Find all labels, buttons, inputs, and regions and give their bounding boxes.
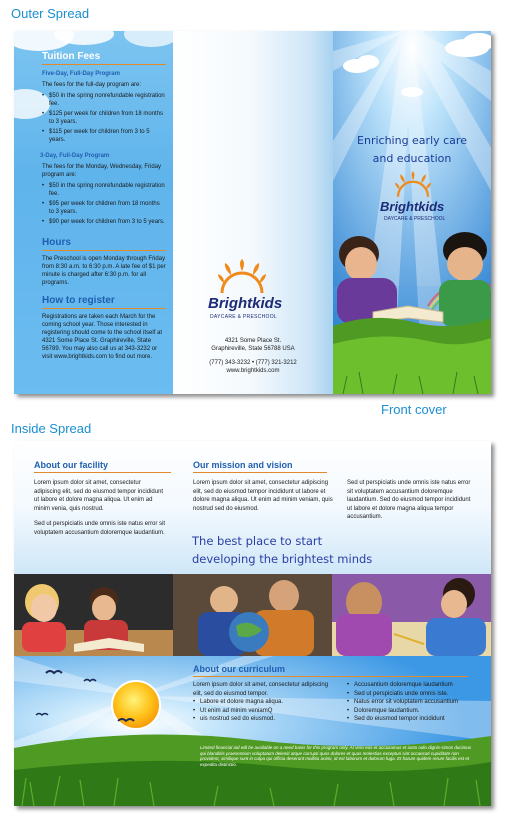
list-item: • $50 in the spring nonrefundable registration fee. <box>42 182 166 198</box>
brand-name: Brightkids <box>208 295 283 312</box>
cover-tagline-line-1: Enriching early care <box>357 134 467 147</box>
register-heading: How to register <box>42 295 115 306</box>
cloud <box>401 87 423 97</box>
facility-paragraph-1: Lorem ipsum dolor sit amet, consectetur adipiscing elit, sed do eiusmod tempor incididunt ut labore et dolore magna aliqua. Ut enim ad minim venia, quis nostrud. <box>34 480 164 512</box>
list-item: • $95 per week for children from 18 months to 3 years. <box>42 200 166 216</box>
divider <box>193 676 468 677</box>
mission-heading: Our mission and vision <box>193 460 293 470</box>
list-item: • Sed do eiusmod tempor incididunt <box>347 715 482 724</box>
list-item: • Ut enim ad minim veniamQ <box>193 707 338 716</box>
info-panel <box>14 31 173 394</box>
curriculum-heading: About our curriculum <box>193 664 285 674</box>
cover-tagline <box>333 132 491 168</box>
cover-brand-name: Brightkids <box>380 199 445 214</box>
three-day-title: 3-Day, Full-Day Program <box>40 153 110 159</box>
cloud <box>463 33 491 51</box>
divider <box>42 250 166 251</box>
inside-tagline-line-1: The best place to start <box>192 534 323 548</box>
five-day-intro: The fees for the full-day program are: <box>42 82 142 88</box>
facility-heading: About our facility <box>34 460 108 470</box>
inside-spread <box>14 441 491 806</box>
cloud <box>357 55 379 69</box>
cover-tagline-line-2: and education <box>372 152 452 165</box>
list-item: • Natus error sit voluptatem accusantium <box>347 698 482 707</box>
sun-logo-icon <box>218 259 266 293</box>
back-panel <box>173 31 333 394</box>
tuition-heading: Tuition Fees <box>42 51 101 62</box>
five-day-title: Five-Day, Full-Day Program <box>42 71 120 77</box>
mission-paragraph-1: Lorem ipsum dolor sit amet, consectetur adipiscing elit, sed do eiusmod tempor incididunt ut labore et dolore magna aliqua. Ut enim ad minim veniam, quis nostrud sed do eiusmod. <box>193 480 333 512</box>
list-item: • Doloremque laudantium. <box>347 707 482 716</box>
list-item: • $125 per week for children from 18 months to 3 years. <box>42 110 166 126</box>
hours-text: The Preschool is open Monday through Friday from 8:30 a.m. to 6:30 p.m. A late fee of $1 per minute is charged after 6:30 p.m. for all programs. <box>42 256 166 286</box>
list-item: • $50 in the spring nonrefundable registration fee. <box>42 92 166 108</box>
fine-print: Limited financial aid will be available on a need basis for this program only. At vero eos et accusamus et iusto odio dignis-simos ducimus qui blanditiis praesentium voluptatum deleniti atque corrupti quos dolores et quas molestias excepturi sint occaecati cupiditate non provident, similique sunt in culpa qui officia deserunt mollitia animi, id est laborum et dolorum fuga. Et harum quidem rerum facilis est et expedita distinctio. <box>200 745 472 767</box>
list-item: • Accusantium doloremque laudantium <box>347 681 482 690</box>
cloud <box>124 31 173 47</box>
children-reading-photo <box>333 226 491 394</box>
inside-spread-label: Inside Spread <box>11 421 92 436</box>
mission-paragraph-2: Sed ut perspiciatis unde omnis iste natus error sit voluptatem accusantium doloremque laudantium. Sed do eiusmod tempor incididunt ut labore et dolore magna aliqua tempor accusantium. <box>347 480 471 521</box>
brand-subtitle: DAYCARE & PRESCHOOL <box>210 314 278 320</box>
inside-tagline <box>192 532 372 568</box>
list-item: • uis nostrud sed do eiusmod. <box>193 715 338 724</box>
list-item: • $115 per week for children from 3 to 5 years. <box>42 128 166 144</box>
website: www.brightkids.com <box>226 368 280 374</box>
register-text: Registrations are taken each March for the coming school year. Those interested in registering should come to the school itself at 4321 Some Place St. Graphireville, State 56789. You may also call us at 343-3232 or visit www.brightkids.com to find out more. <box>42 314 163 360</box>
address-line-1: 4321 Some Place St. <box>224 338 282 344</box>
list-item: • $90 per week for children from 3 to 5 years. <box>42 218 166 226</box>
front-cover-panel <box>333 31 491 394</box>
birds-icon <box>34 663 144 733</box>
divider <box>193 472 327 473</box>
outer-spread-label: Outer Spread <box>11 6 90 21</box>
divider <box>42 308 166 309</box>
three-day-intro: The fees for the Monday, Wednesday, Friday program are: <box>42 164 162 178</box>
cover-brand-subtitle: DAYCARE & PRESCHOOL <box>384 216 446 222</box>
list-item: • Sed ut perspiciatis unde omnis iste. <box>347 690 482 699</box>
phone-numbers: (777) 343-3232 • (777) 321-3212 <box>209 360 297 366</box>
list-item: • Labore et dolore magna aliqua. <box>193 698 338 707</box>
front-cover-label: Front cover <box>381 402 447 417</box>
sun-logo-icon <box>395 171 431 197</box>
curriculum-intro: Lorem ipsum dolor sit amet, consectetur adipiscing elit, sed do eiusmod tempor. <box>193 682 329 697</box>
outer-spread <box>14 31 491 394</box>
classroom-photo-strip <box>14 574 491 656</box>
hours-heading: Hours <box>42 237 71 248</box>
divider <box>42 64 166 65</box>
divider <box>34 472 171 473</box>
inside-tagline-line-2: developing the brightest minds <box>192 552 373 566</box>
address-line-2: Graphireville, State 56788 USA <box>211 346 295 352</box>
facility-paragraph-2: Sed ut perspiciatis unde omnis iste natus error sit voluptatem accusantium doloremque laudantium. <box>34 521 166 536</box>
